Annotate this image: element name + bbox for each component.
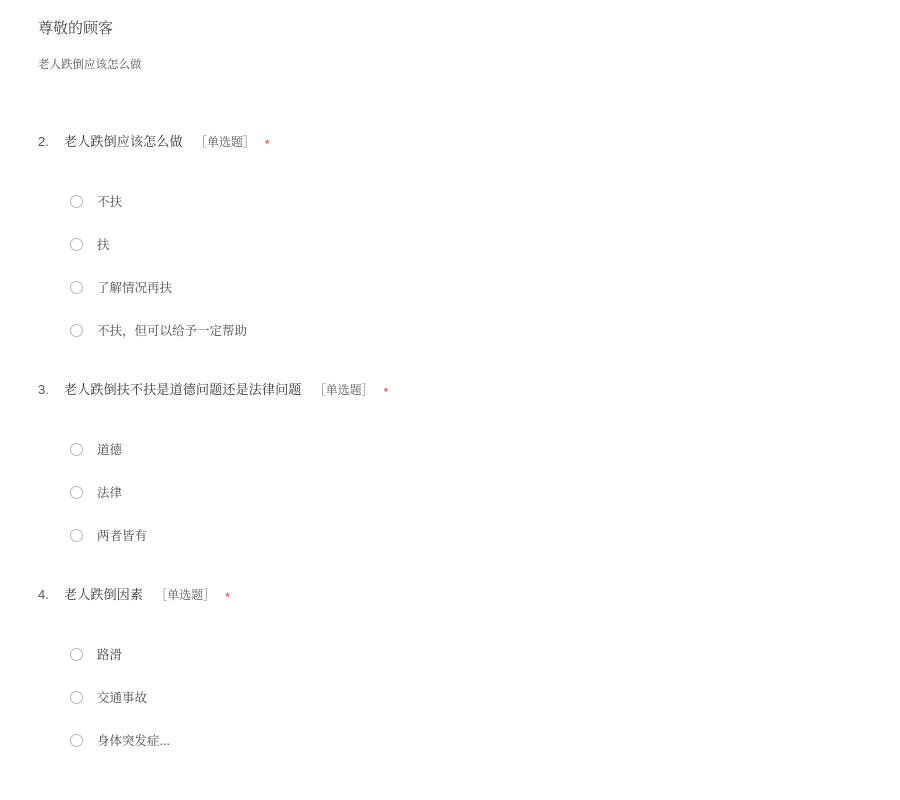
option-label: 扶: [97, 237, 110, 252]
spacer: [0, 557, 900, 585]
question-list: [0, 132, 900, 762]
page-title: 尊敬的顾客: [38, 20, 114, 37]
spacer: [0, 74, 900, 132]
required-marker: *: [264, 137, 270, 151]
option-item[interactable]: [0, 428, 900, 471]
option-label: 两者皆有: [97, 528, 148, 543]
option-item[interactable]: [0, 471, 900, 514]
question-number: 4.: [38, 587, 49, 602]
option-item[interactable]: [0, 514, 900, 557]
option-label: 了解情况再扶: [97, 280, 173, 295]
question-type-label: ［单选题］: [313, 383, 374, 397]
spacer: [0, 352, 900, 380]
option-item[interactable]: [0, 719, 900, 762]
option-label: 法律: [97, 485, 123, 500]
radio-icon[interactable]: [70, 238, 83, 251]
required-marker: *: [383, 385, 389, 399]
question-header: [0, 380, 900, 400]
question-number: 3.: [38, 382, 49, 397]
required-marker: *: [225, 590, 230, 604]
option-label: 道德: [97, 442, 123, 457]
option-list: [0, 605, 900, 762]
option-label: 不扶，但可以给予一定帮助: [97, 323, 248, 338]
survey-description: 老人跌倒应该怎么做: [38, 59, 142, 71]
radio-icon[interactable]: [70, 691, 83, 704]
question-item: [0, 585, 900, 762]
option-item[interactable]: [0, 180, 900, 223]
question-title: 老人跌倒因素: [64, 587, 144, 602]
radio-icon[interactable]: [70, 281, 83, 294]
option-item[interactable]: [0, 266, 900, 309]
question-title: 老人跌倒扶不扶是道德问题还是法律问题: [64, 382, 302, 397]
question-header: [0, 132, 900, 152]
radio-icon[interactable]: [70, 529, 83, 542]
option-label: 交通事故: [97, 690, 148, 705]
radio-icon[interactable]: [70, 734, 83, 747]
question-item: [0, 380, 900, 557]
option-label: 不扶: [97, 194, 123, 209]
option-item[interactable]: [0, 223, 900, 266]
radio-icon[interactable]: [70, 486, 83, 499]
option-label: 身体突发症...: [97, 733, 170, 748]
question-header: [0, 585, 900, 605]
option-item[interactable]: [0, 309, 900, 352]
option-label: 路滑: [97, 647, 123, 662]
question-title: 老人跌倒应该怎么做: [64, 134, 183, 149]
option-list: [0, 400, 900, 557]
question-type-label: ［单选题］: [155, 588, 216, 602]
question-number: 2.: [38, 134, 49, 149]
question-type-label: ［单选题］: [194, 135, 255, 149]
radio-icon[interactable]: [70, 324, 83, 337]
option-item[interactable]: [0, 633, 900, 676]
radio-icon[interactable]: [70, 648, 83, 661]
question-item: [0, 132, 900, 352]
radio-icon[interactable]: [70, 443, 83, 456]
radio-icon[interactable]: [70, 195, 83, 208]
option-list: [0, 152, 900, 352]
option-item[interactable]: [0, 676, 900, 719]
